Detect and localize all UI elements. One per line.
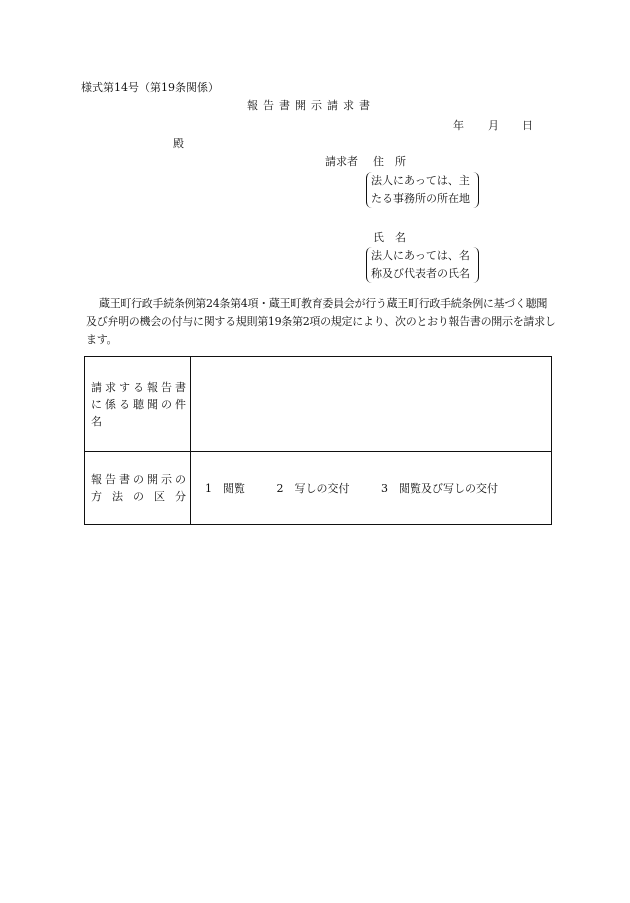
address-note-line-2: たる事務所の所在地 — [371, 192, 470, 205]
date-month-label: 月 — [488, 119, 499, 132]
subject-label-line-3: 名 — [91, 414, 103, 428]
subject-value-cell[interactable] — [191, 357, 552, 452]
method-option-both[interactable]: 3 閲覧及び写しの交付 — [381, 482, 498, 495]
method-option-view[interactable]: 1 閲覧 — [205, 482, 245, 495]
subject-label-line-1: 請求する報告書 — [91, 380, 187, 394]
document-title: 報告書開示請求書 — [247, 99, 375, 112]
form-number: 様式第14号（第19条関係） — [81, 81, 219, 94]
address-note — [366, 172, 479, 208]
name-label: 氏 名 — [373, 231, 406, 244]
date-day-label: 日 — [522, 119, 533, 132]
address-note-line-1: 法人にあっては、主 — [371, 174, 470, 187]
method-option-copy[interactable]: 2 写しの交付 — [276, 482, 350, 495]
method-label-line-2: 方法の区分 — [91, 490, 187, 503]
name-note-line-1: 法人にあっては、名 — [371, 249, 470, 262]
subject-label-line-2: に係る聴聞の件 — [91, 397, 187, 411]
method-options-cell — [191, 452, 552, 525]
requester-label: 請求者 — [325, 155, 358, 168]
method-label-line-1: 報告書の開示の — [91, 473, 187, 486]
table-row-subject — [85, 357, 552, 452]
request-body-text: 蔵王町行政手続条例第24条第4項・蔵王町教育委員会が行う蔵王町行政手続条例に基づく聴聞及び弁明の機会の付与に関する規則第19条第2項の規定により、次のとおり報告書の開示を請求します。 — [86, 297, 556, 346]
address-label: 住 所 — [373, 155, 406, 168]
table-row-method — [85, 452, 552, 525]
addressee-honorific: 殿 — [173, 137, 184, 150]
method-label-cell — [85, 452, 191, 525]
request-table — [84, 356, 552, 525]
name-note — [366, 247, 479, 283]
name-note-line-2: 称及び代表者の氏名 — [371, 267, 470, 280]
date-year-label: 年 — [453, 119, 464, 132]
subject-label-cell — [85, 357, 191, 452]
